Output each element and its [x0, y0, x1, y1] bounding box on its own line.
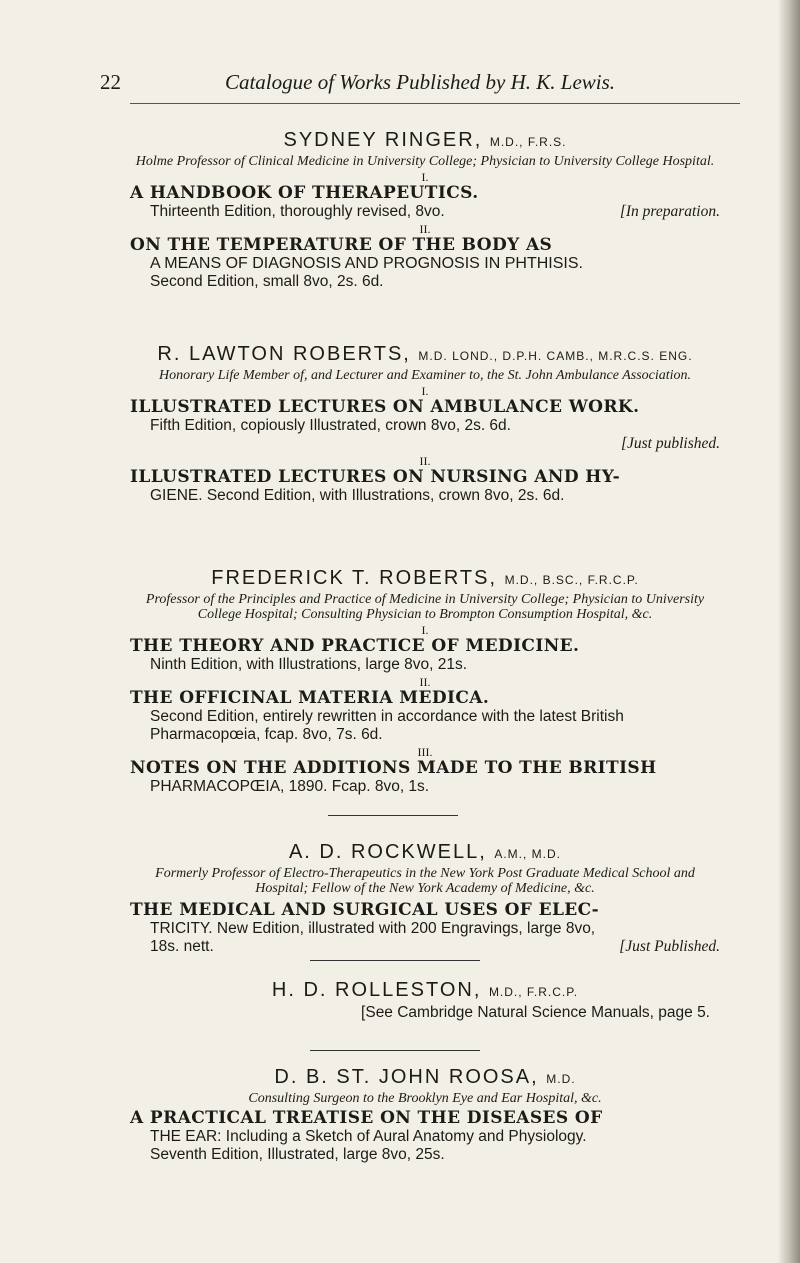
work-details: Seventh Edition, Illustrated, large 8vo, 25s. [150, 1146, 445, 1163]
section-divider [310, 1050, 480, 1051]
work-details: Fifth Edition, copiously Illustrated, crown 8vo, 2s. 6d. [150, 417, 511, 434]
author-name: D. B. ST. JOHN ROOSA, M.D. [274, 1066, 576, 1088]
work-title: A PRACTICAL TREATISE ON THE DISEASES OF [130, 1108, 603, 1128]
work-details: PHARMACOPŒIA, 1890. Fcap. 8vo, 1s. [150, 778, 430, 795]
publication-note: [In preparation. [619, 203, 720, 220]
work-numeral: II. [419, 222, 431, 236]
page-edge-shadow [778, 0, 800, 1263]
entry-a-d-rockwell [130, 840, 720, 956]
entry-sydney-ringer [130, 128, 720, 291]
section-divider [328, 815, 458, 816]
work-title: THE OFFICINAL MATERIA MEDICA. [130, 688, 490, 708]
author-description: Formerly Professor of Electro-Therapeutics in the New York Post Graduate Medical School and Hospital; Fellow of the New York Academy of Medicine, &c. [155, 866, 695, 896]
work-numeral: I. [421, 170, 429, 184]
work-numeral: I. [421, 623, 429, 637]
author-name: SYDNEY RINGER, M.D., F.R.S. [283, 129, 567, 151]
work-numeral: I. [421, 384, 429, 398]
work-title-continued: A MEANS OF DIAGNOSIS AND PROGNOSIS IN PHTHISIS. [150, 255, 583, 272]
work-title: ILLUSTRATED LECTURES ON NURSING AND HY- [130, 467, 621, 487]
work-numeral: II. [419, 454, 431, 468]
work-numeral: II. [419, 675, 431, 689]
author-name: FREDERICK T. ROBERTS, M.D., B.SC., F.R.C.P. [211, 567, 639, 589]
work-title: ON THE TEMPERATURE OF THE BODY AS [130, 235, 553, 255]
work-details: Ninth Edition, with Illustrations, large 8vo, 21s. [150, 656, 468, 673]
section-divider [310, 960, 480, 961]
work-details: Thirteenth Edition, thoroughly revised, 8vo. [In preparation. [150, 203, 720, 220]
work-details: GIENE. Second Edition, with Illustrations, crown 8vo, 2s. 6d. [150, 487, 565, 504]
entry-h-d-rolleston [130, 978, 720, 1022]
author-description: Honorary Life Member of, and Lecturer and Examiner to, the St. John Ambulance Association. [158, 368, 692, 383]
work-title: ILLUSTRATED LECTURES ON AMBULANCE WORK. [130, 397, 640, 417]
page-header [100, 70, 740, 110]
work-details: Second Edition, small 8vo, 2s. 6d. [150, 273, 384, 290]
author-name: A. D. ROCKWELL, A.M., M.D. [288, 841, 562, 863]
author-name: H. D. ROLLESTON, M.D., F.R.C.P. [271, 979, 579, 1001]
header-rule [130, 103, 740, 104]
work-price: 18s. nett. [150, 938, 214, 955]
author-description: Holme Professor of Clinical Medicine in University College; Physician to University College Hospital. [135, 154, 715, 169]
work-details: Second Edition, entirely rewritten in accordance with the latest British Pharmacopœia, fcap. 8vo, 7s. 6d. [150, 708, 624, 743]
entry-r-lawton-roberts [130, 342, 720, 505]
work-details: TRICITY. New Edition, illustrated with 200 Engravings, large 8vo, [150, 920, 596, 937]
publication-note: [Just published. [620, 435, 720, 452]
work-details: THE EAR: Including a Sketch of Aural Anatomy and Physiology. [150, 1128, 587, 1145]
entry-d-b-st-john-roosa [130, 1065, 720, 1164]
cross-reference: [See Cambridge Natural Science Manuals, page 5. [361, 1004, 710, 1021]
page-number: 22 [100, 70, 121, 94]
work-title: THE THEORY AND PRACTICE OF MEDICINE. [130, 636, 580, 656]
author-description: Professor of the Principles and Practice of Medicine in University College; Physician to University College Hospital; Consulting Physician to Brompton Consumption Hospital, &c. [145, 592, 705, 622]
author-name: R. LAWTON ROBERTS, M.D. LOND., D.P.H. CAMB., M.R.C.S. ENG. [157, 343, 693, 365]
work-title: THE MEDICAL AND SURGICAL USES OF ELEC- [130, 900, 600, 920]
running-title: Catalogue of Works Published by H. K. Lewis. [224, 70, 616, 94]
entry-frederick-t-roberts [130, 566, 720, 796]
work-title: NOTES ON THE ADDITIONS MADE TO THE BRITISH [130, 758, 657, 778]
work-title: A HANDBOOK OF THERAPEUTICS. [130, 183, 479, 203]
publication-note: [Just Published. [619, 938, 720, 955]
author-description: Consulting Surgeon to the Brooklyn Eye and Ear Hospital, &c. [248, 1091, 602, 1106]
work-numeral: III. [417, 745, 433, 759]
